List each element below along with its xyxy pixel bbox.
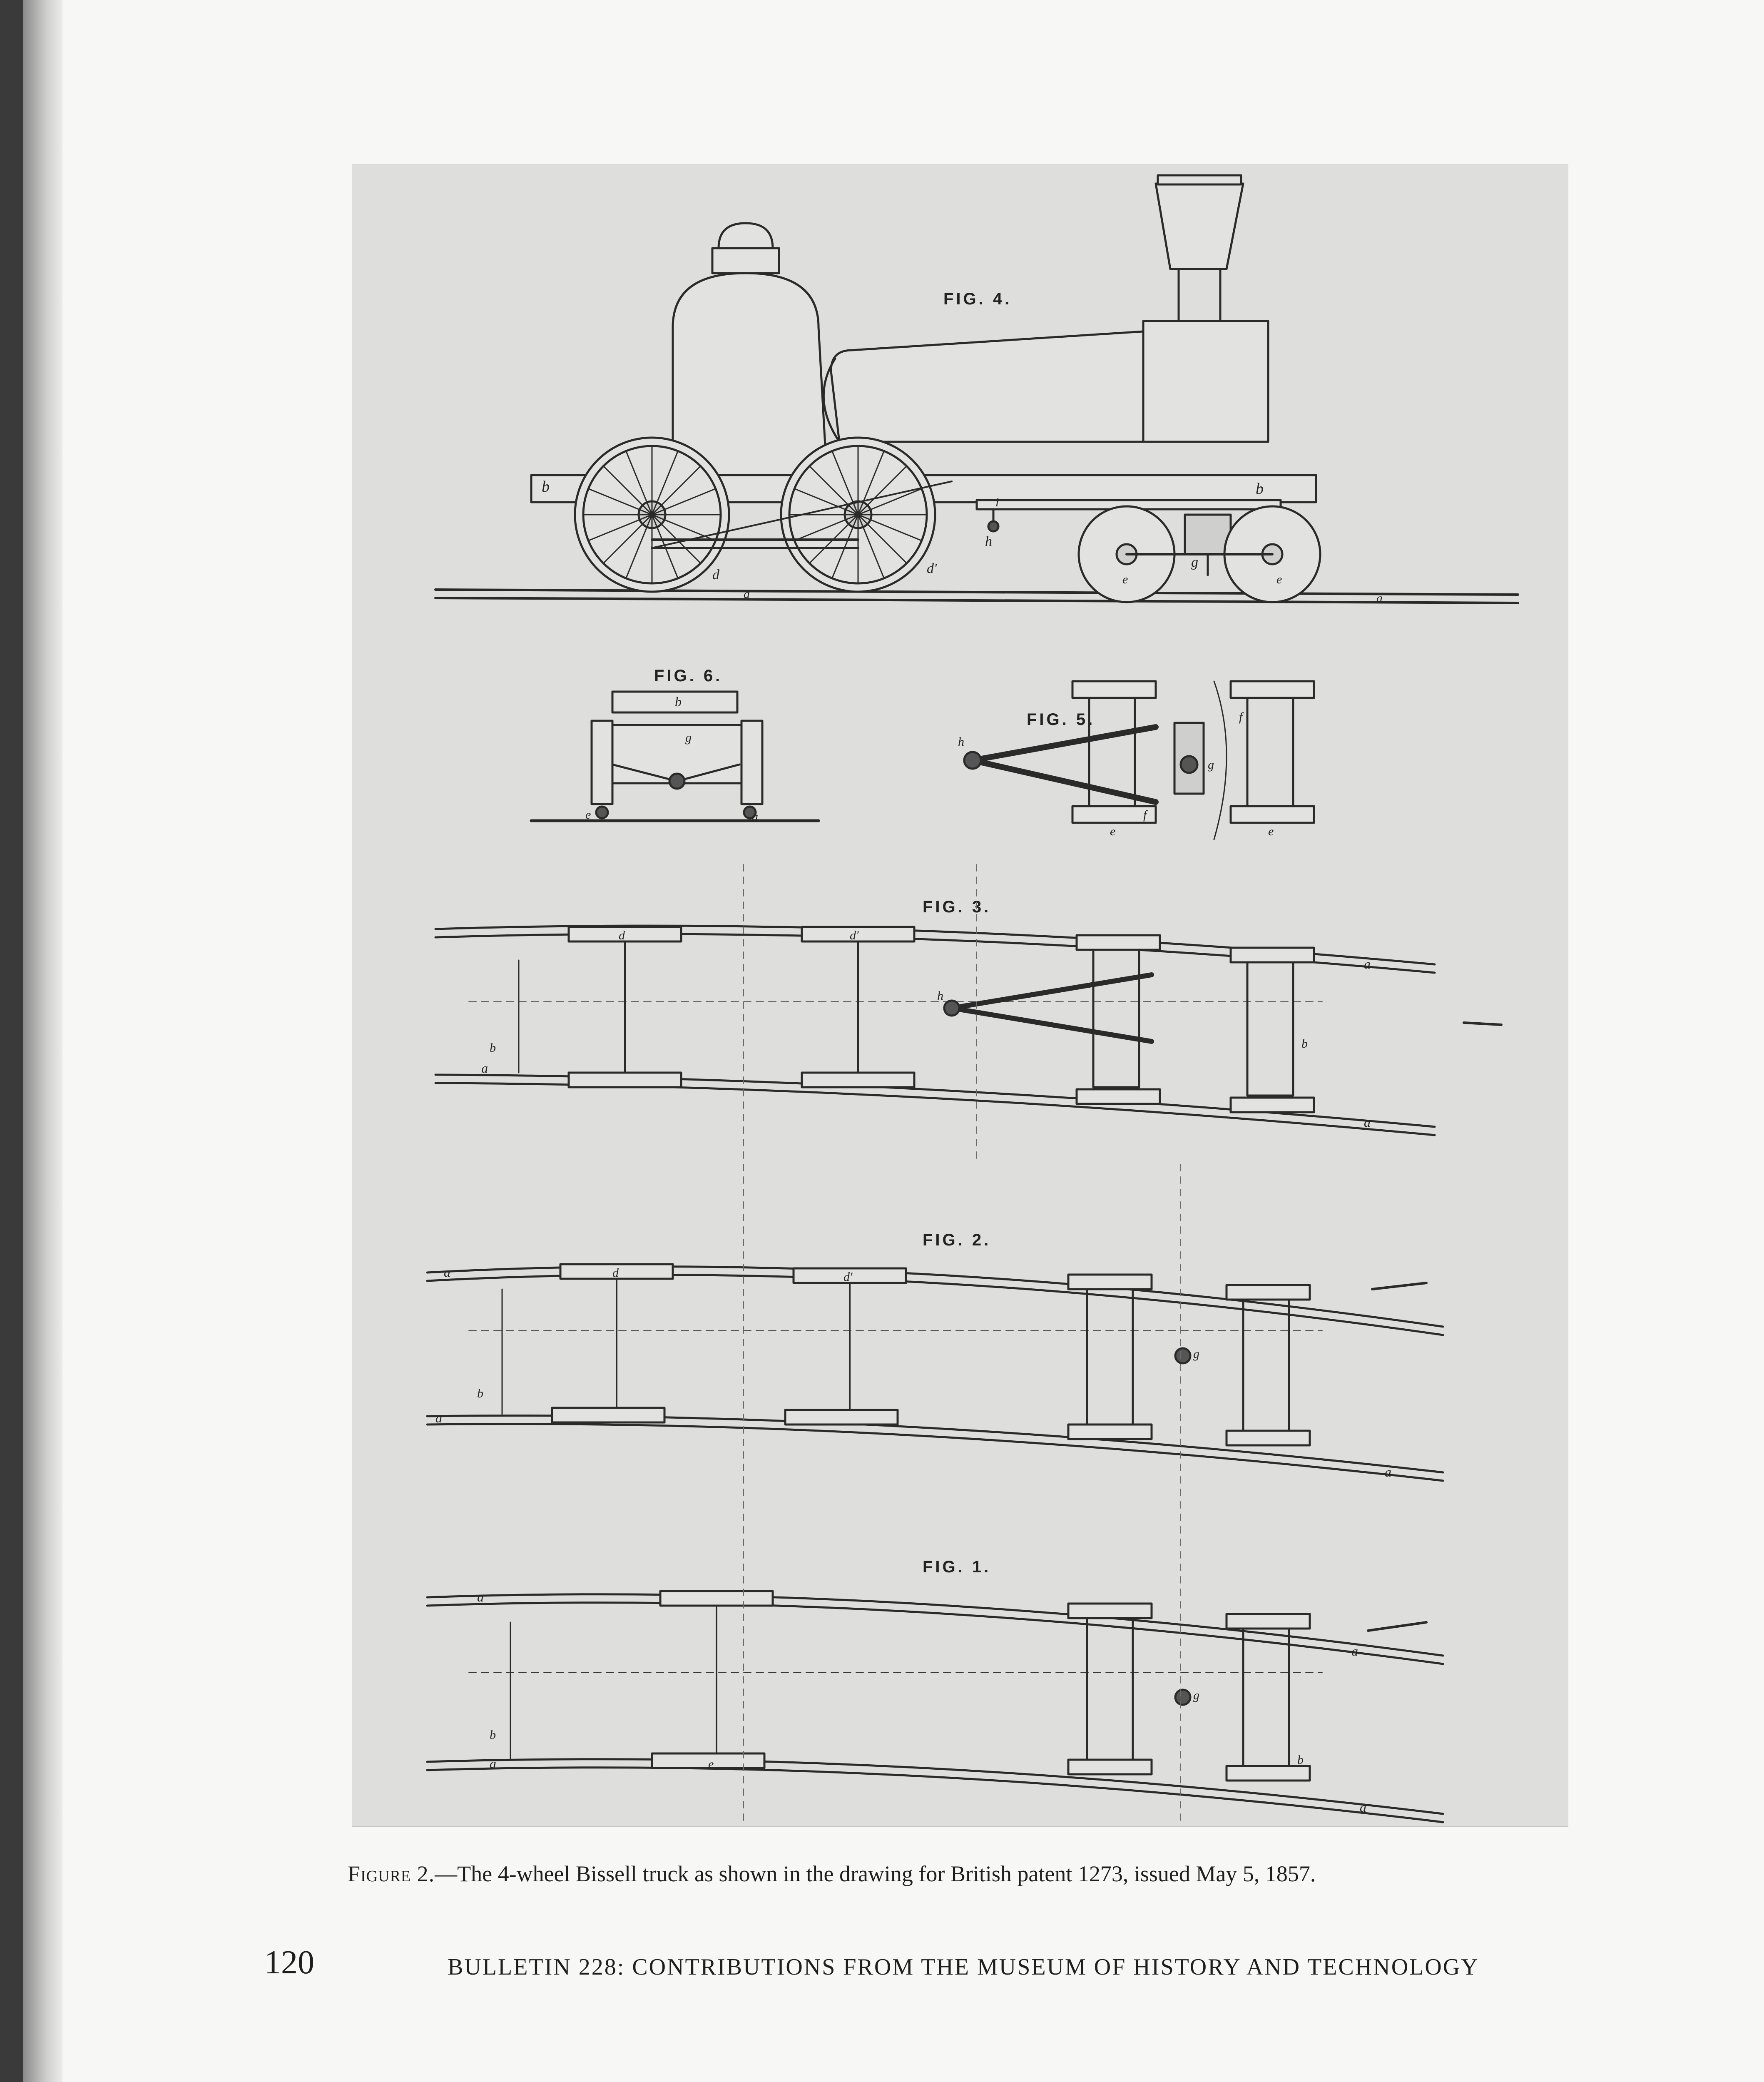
part-letter: a bbox=[481, 1061, 488, 1076]
scan-page-edge bbox=[23, 0, 62, 2082]
fig6-label: FIG. 6. bbox=[654, 667, 723, 685]
part-letter: a bbox=[1376, 591, 1383, 605]
part-letter: b bbox=[675, 694, 682, 709]
part-letter: h bbox=[958, 735, 964, 749]
part-letter: a bbox=[1385, 1464, 1391, 1479]
fig1-label: FIG. 1. bbox=[923, 1558, 991, 1576]
fig5-label: FIG. 5. bbox=[1027, 710, 1095, 729]
part-letter: i bbox=[995, 496, 999, 509]
part-letter: b bbox=[490, 1728, 496, 1742]
fig2-label: FIG. 2. bbox=[923, 1231, 991, 1249]
part-letter: g bbox=[1193, 1347, 1199, 1361]
part-letter: a bbox=[477, 1589, 484, 1604]
part-letter: f bbox=[1143, 808, 1147, 822]
part-letter: e bbox=[1110, 824, 1116, 838]
part-letter: a bbox=[1351, 1644, 1358, 1659]
part-letter: a bbox=[752, 810, 758, 824]
fig4-driving-wheel-front bbox=[575, 438, 729, 592]
fig4-label: FIG. 4. bbox=[943, 290, 1012, 308]
part-letter: g bbox=[1193, 1689, 1199, 1702]
part-letter: g bbox=[685, 731, 692, 745]
page-number: 120 bbox=[264, 1944, 314, 1981]
part-letter: e bbox=[1122, 573, 1128, 586]
part-letter: e bbox=[1268, 824, 1274, 838]
part-letter: a bbox=[1364, 1115, 1371, 1130]
part-letter: b bbox=[542, 478, 550, 496]
part-letter: a bbox=[1360, 1800, 1366, 1815]
part-letter: a bbox=[435, 1410, 442, 1425]
fig4-bissell-truck bbox=[977, 500, 1320, 602]
part-letter: a bbox=[444, 1265, 450, 1280]
part-letter: b bbox=[1256, 480, 1264, 498]
part-letter: d bbox=[612, 1266, 619, 1280]
fig1-straight-track-plan bbox=[427, 1558, 1443, 1822]
fig4-locomotive-elevation bbox=[435, 175, 1518, 605]
part-letter: g bbox=[1191, 555, 1198, 570]
caption-lead: Figure 2. bbox=[348, 1861, 435, 1886]
scan-binding-shadow bbox=[0, 0, 23, 2082]
part-letter: d bbox=[619, 929, 625, 942]
part-letter: b bbox=[477, 1387, 483, 1400]
part-letter: b bbox=[1297, 1753, 1304, 1767]
part-letter: b bbox=[490, 1041, 496, 1055]
part-letter: a bbox=[490, 1756, 496, 1771]
part-letter: d' bbox=[927, 561, 937, 576]
part-letter: e bbox=[1276, 573, 1282, 586]
fig2-curve-plan bbox=[427, 1231, 1443, 1481]
running-head: BULLETIN 228: CONTRIBUTIONS FROM THE MUSEUM OF HISTORY AND TECHNOLOGY bbox=[448, 1954, 1479, 1980]
part-letter: a bbox=[744, 587, 750, 601]
caption-text: —The 4-wheel Bissell truck as shown in the drawing for British patent 1273, issued May 5, 1857. bbox=[435, 1861, 1316, 1886]
part-letter: b bbox=[1301, 1037, 1308, 1051]
part-letter: h bbox=[937, 989, 943, 1003]
patent-drawing bbox=[352, 165, 1568, 1826]
part-letter: h bbox=[985, 534, 992, 549]
part-letter: g bbox=[1208, 758, 1214, 772]
figure-caption bbox=[348, 1860, 1597, 1888]
fig3-label: FIG. 3. bbox=[923, 898, 991, 916]
fig5-truck-plan bbox=[958, 681, 1314, 839]
part-letter: f bbox=[1239, 710, 1243, 724]
part-letter: d' bbox=[850, 929, 859, 942]
part-letter: d' bbox=[843, 1270, 853, 1284]
part-letter: e bbox=[585, 808, 591, 822]
part-letter: e bbox=[708, 1757, 714, 1771]
part-letter: d bbox=[712, 567, 719, 583]
part-letter: a bbox=[1364, 956, 1371, 971]
patent-drawing-plate bbox=[352, 164, 1568, 1827]
fig3-curve-plan bbox=[435, 898, 1501, 1135]
fig6-truck-end-view bbox=[531, 667, 819, 824]
